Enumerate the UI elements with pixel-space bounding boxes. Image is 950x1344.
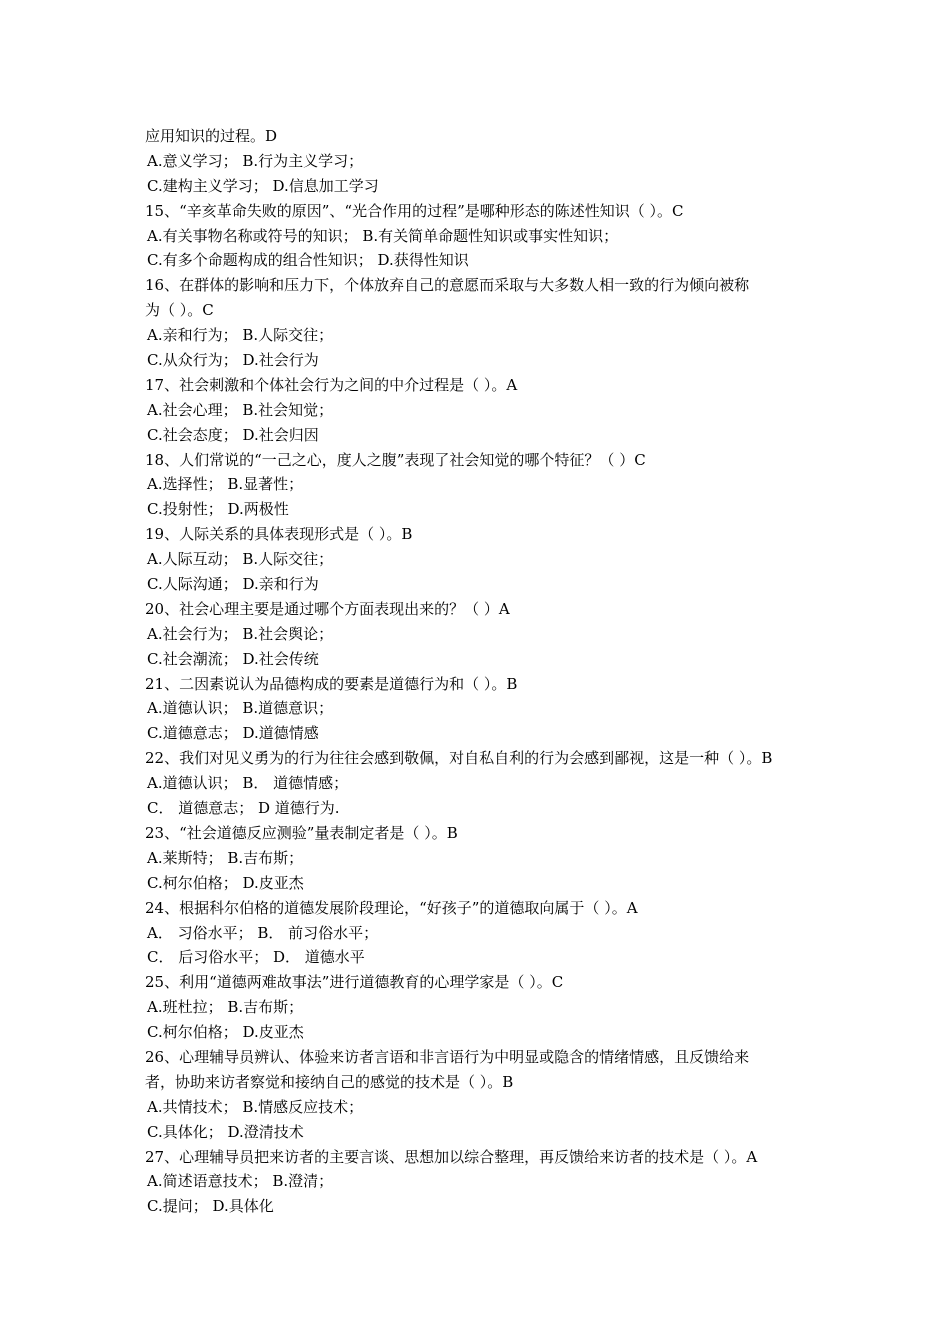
answer-options-line: C.提问； D.具体化 [147, 1197, 274, 1216]
answer-options-line: C.投射性； D.两极性 [147, 500, 289, 519]
question-text-line: 19、人际关系的具体表现形式是（ ）。B [145, 525, 413, 544]
question-text-line: 15、“辛亥革命失败的原因”、“光合作用的过程”是哪种形态的陈述性知识（ ）。C [145, 201, 684, 220]
question-text-line: 为（ ）。C [145, 301, 214, 320]
answer-options-line: A.意义学习； B.行为主义学习； [147, 151, 364, 170]
answer-options-line: A.共情技术； B.情感反应技术； [147, 1097, 364, 1116]
question-text-line: 24、根据科尔伯格的道德发展阶段理论，“好孩子”的道德取向属于（ ）。A [145, 898, 638, 917]
answer-options-line: A.道德认识； B.道德意识； [147, 699, 334, 718]
answer-options-line: A.亲和行为； B.人际交往； [147, 326, 334, 345]
answer-options-line: A.有关事物名称或符号的知识； B.有关简单命题性知识或事实性知识； [147, 226, 619, 245]
answer-options-line: A． 习俗水平； B． 前习俗水平； [147, 923, 379, 942]
answer-options-line: C.人际沟通； D.亲和行为 [147, 575, 319, 594]
question-text-line: 27、心理辅导员把来访者的主要言谈、思想加以综合整理，再反馈给来访者的技术是（ ）。A [145, 1147, 758, 1166]
question-text-line: 21、二因素说认为品德构成的要素是道德行为和（ ）。B [145, 674, 518, 693]
answer-options-line: A.道德认识； B． 道德情感； [147, 774, 349, 793]
answer-options-line: A.人际互动； B.人际交往； [147, 550, 334, 569]
question-text-line: 22、我们对见义勇为的行为往往会感到敬佩，对自私自利的行为会感到鄙视，这是一种（ ）。B [145, 749, 773, 768]
answer-options-line: C.具体化； D.澄清技术 [147, 1122, 304, 1141]
question-text-line: 26、心理辅导员辨认、体验来访者言语和非言语行为中明显或隐含的情绪情感，且反馈给来 [145, 1047, 750, 1066]
answer-options-line: C.建构主义学习； D.信息加工学习 [147, 176, 379, 195]
question-text-line: 应用知识的过程。D [145, 127, 278, 145]
question-text-line: 25、利用“道德两难故事法”进行道德教育的心理学家是（ ）。C [145, 973, 564, 992]
question-text-line: 17、社会刺激和个体社会行为之间的中介过程是（ ）。A [145, 375, 518, 394]
question-text-line: 18、人们常说的“一己之心，度人之腹”表现了社会知觉的哪个特征？（ ）C [145, 450, 646, 469]
question-text-line: 者，协助来访者察觉和接纳自己的感觉的技术是（ ）。B [145, 1072, 514, 1091]
answer-options-line: A.简述语意技术； B.澄清； [147, 1172, 334, 1191]
answer-options-line: C.道德意志； D.道德情感 [147, 724, 319, 743]
answer-options-line: C.从众行为； D.社会行为 [147, 351, 319, 370]
question-text-line: 20、社会心理主要是通过哪个方面表现出来的？（ ）A [145, 599, 510, 618]
question-text-line: 23、“社会道德反应测验”量表制定者是（ ）。B [145, 823, 458, 842]
answer-options-line: C． 道德意志； D 道德行为. [147, 799, 340, 818]
answer-options-line: C.有多个命题构成的组合性知识； D.获得性知识 [147, 251, 469, 270]
answer-options-line: C.社会态度； D.社会归因 [147, 425, 319, 444]
document-body [145, 124, 810, 1219]
question-text-line: 16、在群体的影响和压力下，个体放弃自己的意愿而采取与大多数人相一致的行为倾向被称 [145, 276, 750, 295]
answer-options-line: A.莱斯特； B.吉布斯； [147, 848, 304, 867]
answer-options-line: A.社会行为； B.社会舆论； [147, 624, 334, 643]
answer-options-line: C． 后习俗水平； D． 道德水平 [147, 948, 365, 967]
answer-options-line: A.班杜拉； B.吉布斯； [147, 998, 304, 1017]
answer-options-line: C.社会潮流； D.社会传统 [147, 649, 319, 668]
answer-options-line: A.社会心理； B.社会知觉； [147, 400, 334, 419]
answer-options-line: C.柯尔伯格； D.皮亚杰 [147, 873, 304, 892]
answer-options-line: C.柯尔伯格； D.皮亚杰 [147, 1023, 304, 1042]
answer-options-line: A.选择性； B.显著性； [147, 475, 304, 494]
